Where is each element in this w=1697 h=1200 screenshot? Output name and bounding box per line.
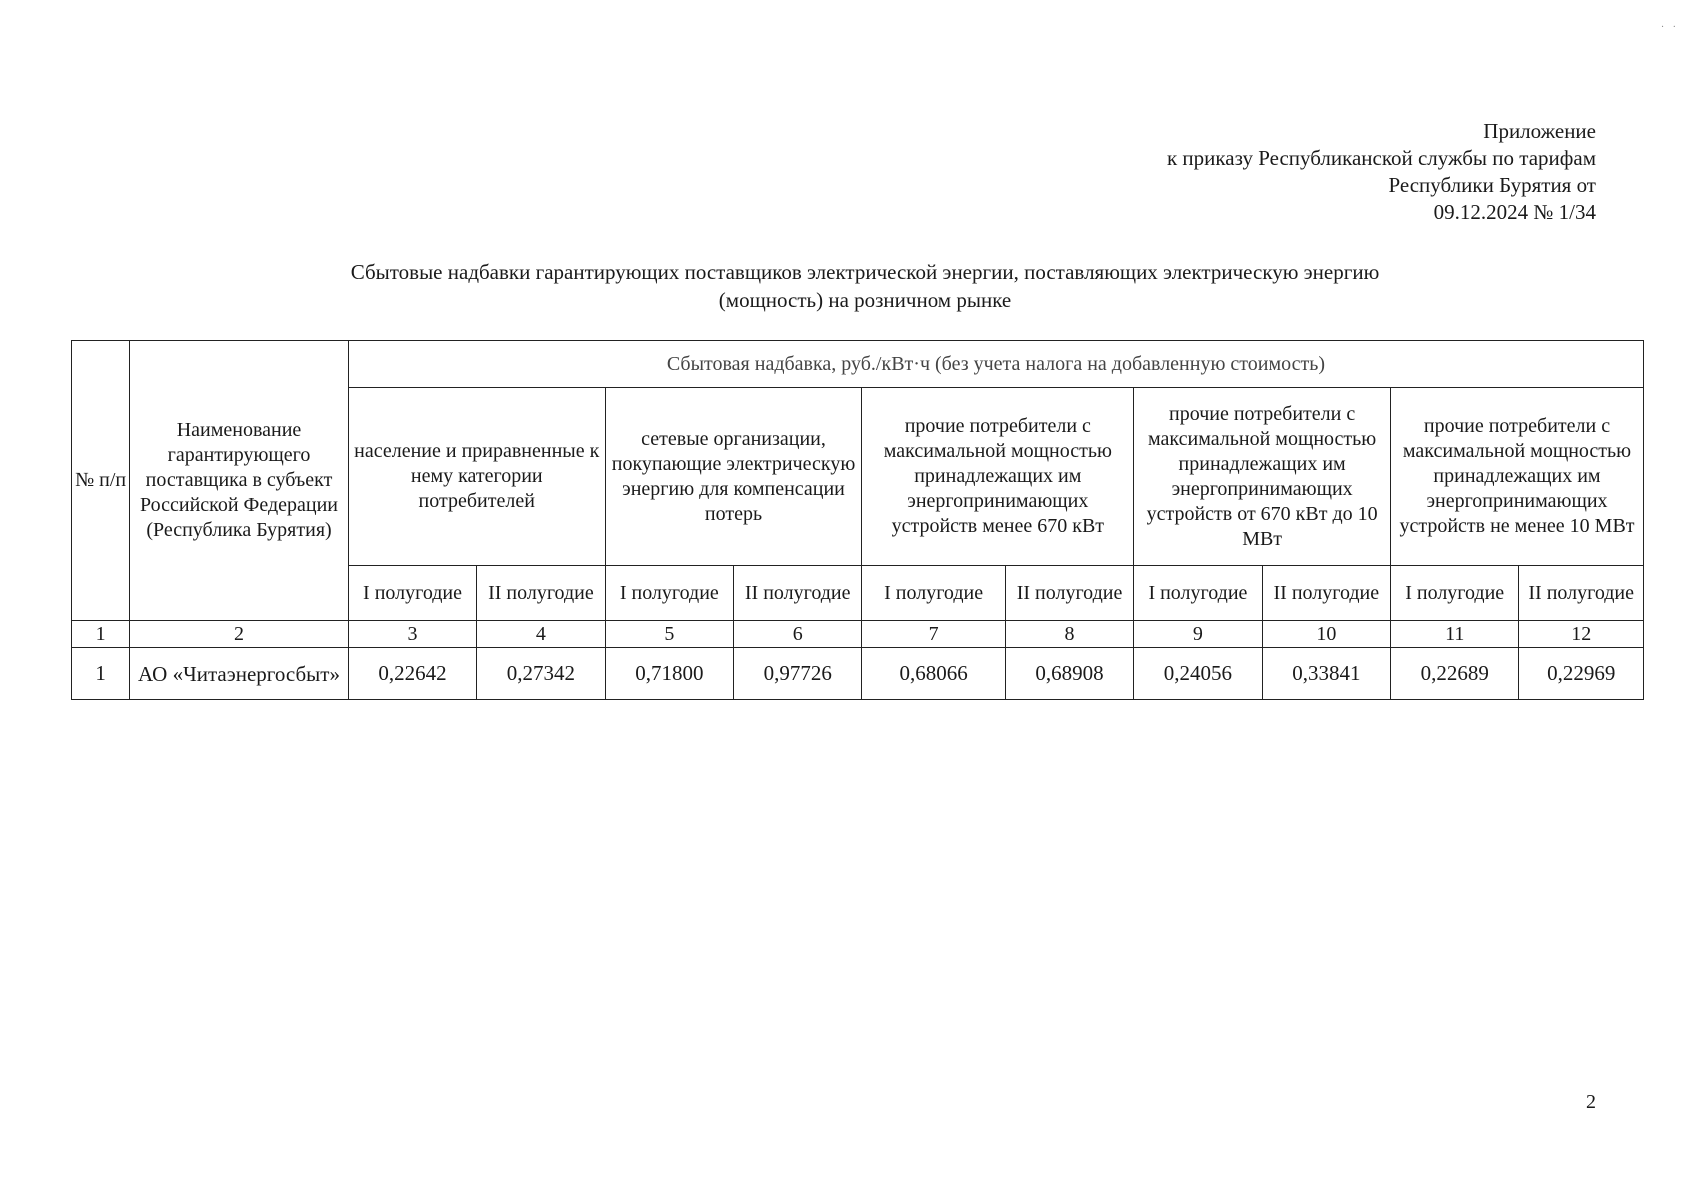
row-number: 1 [72, 648, 130, 700]
column-number: 4 [477, 621, 605, 648]
tariff-value: 0,71800 [605, 648, 733, 700]
tariff-value: 0,22969 [1519, 648, 1644, 700]
column-number: 7 [862, 621, 1005, 648]
half-year-header: II полугодие [1519, 566, 1644, 621]
column-number: 12 [1519, 621, 1644, 648]
appendix-line: 09.12.2024 № 1/34 [1433, 200, 1596, 224]
category-header: сетевые организации, покупающие электрическую энергию для компенсации потерь [605, 388, 862, 566]
half-year-header: I полугодие [605, 566, 733, 621]
appendix-note [1167, 118, 1596, 226]
tariff-value: 0,22689 [1391, 648, 1519, 700]
tariff-value: 0,22642 [348, 648, 476, 700]
half-year-header: I полугодие [1134, 566, 1262, 621]
appendix-line: к приказу Республиканской службы по тарифам [1166, 146, 1596, 170]
page-number: 2 [1586, 1091, 1596, 1113]
tariff-value: 0,97726 [734, 648, 862, 700]
group-header: Сбытовая надбавка, руб./кВт·ч (без учета налога на добавленную стоимость) [348, 341, 1643, 388]
title-line-1: Сбытовые надбавки гарантирующих поставщиков электрической энергии, поставляющих электрическую энергию [350, 260, 1380, 284]
column-number: 9 [1134, 621, 1262, 648]
half-year-header: I полугодие [862, 566, 1005, 621]
column-number: 5 [605, 621, 733, 648]
col-name-header: Наименование гарантирующего поставщика в субъект Российской Федерации (Республика Бурятия) [130, 341, 349, 621]
column-number: 6 [734, 621, 862, 648]
tariff-value: 0,27342 [477, 648, 605, 700]
half-year-header: I полугодие [1391, 566, 1519, 621]
appendix-line: Республики Бурятия от [1388, 173, 1596, 197]
column-number-row [72, 621, 1644, 648]
column-number: 10 [1262, 621, 1390, 648]
document-title [240, 258, 1490, 314]
table-row [72, 648, 1644, 700]
title-line-2: (мощность) на розничном рынке [718, 288, 1012, 312]
col-no-header: № п/п [72, 341, 130, 621]
column-number: 3 [348, 621, 476, 648]
column-number: 8 [1005, 621, 1133, 648]
supplier-name: АО «Читаэнергосбыт» [130, 648, 349, 700]
tariff-value: 0,68066 [862, 648, 1005, 700]
category-header: прочие потребители с максимальной мощностью принадлежащих им энергопринимающих устройств от 670 кВт до 10 МВт [1134, 388, 1391, 566]
tariff-value: 0,68908 [1005, 648, 1133, 700]
tariff-value: 0,24056 [1134, 648, 1262, 700]
half-year-header: II полугодие [1262, 566, 1390, 621]
category-header: прочие потребители с максимальной мощностью принадлежащих им энергопринимающих устройств менее 670 кВт [862, 388, 1134, 566]
tariff-table [71, 340, 1644, 700]
column-number: 1 [72, 621, 130, 648]
appendix-line: Приложение [1483, 119, 1596, 143]
half-year-header: I полугодие [348, 566, 476, 621]
tariff-value: 0,33841 [1262, 648, 1390, 700]
half-year-header: II полугодие [477, 566, 605, 621]
half-year-header: II полугодие [734, 566, 862, 621]
category-header: население и приравненные к нему категории потребителей [348, 388, 605, 566]
column-number: 2 [130, 621, 349, 648]
half-year-header: II полугодие [1005, 566, 1133, 621]
column-number: 11 [1391, 621, 1519, 648]
category-header: прочие потребители с максимальной мощностью принадлежащих им энергопринимающих устройств не менее 10 МВт [1391, 388, 1644, 566]
scan-mark: · · [1660, 22, 1679, 33]
